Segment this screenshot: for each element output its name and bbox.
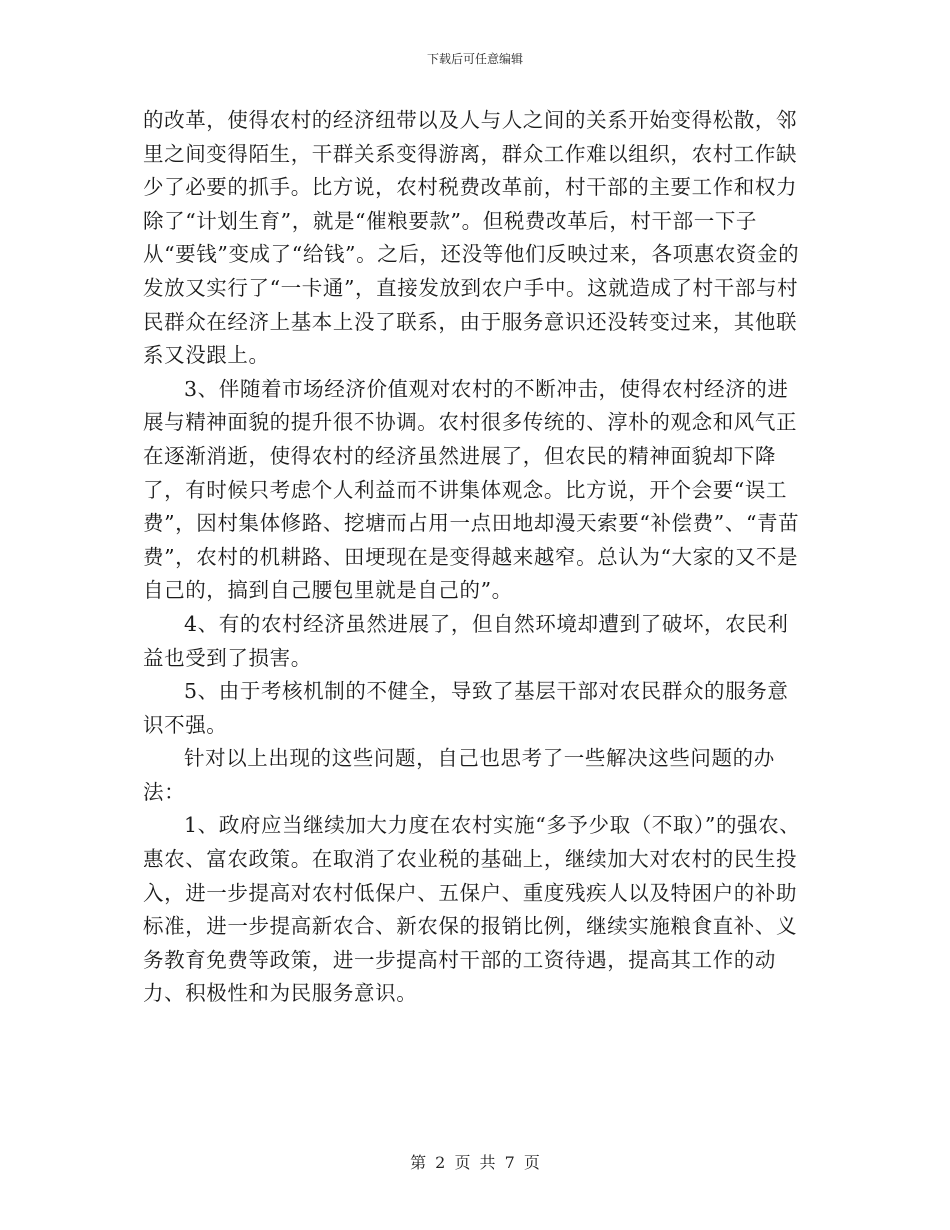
- footer-page-number: 2: [435, 1153, 446, 1172]
- paragraph-solution-1: 1、政府应当继续加大力度在农村实施“多予少取（不取）”的强农、惠农、富农政策。在取消了农业税的基础上，继续加大对农村的民生投入，进一步提高对农村低保户、五保户、重度残疾人以及特困户的补助标准，进一步提高新农合、新农保的报销比例，继续实施粮食直补、义务教育免费等政策，进一步提高村干部的工资待遇，提高其工作的动力、积极性和为民服务意识。: [143, 813, 801, 1006]
- paragraph-point-4: 4、有的农村经济虽然进展了，但自然环境却遭到了破坏，农民利益也受到了损害。: [143, 611, 789, 670]
- paragraph-point-3: 3、伴随着市场经济价值观对农村的不断冲击，使得农村经济的进展与精神面貌的提升很不协调。农村很多传统的、淳朴的观念和风气正在逐渐消逝，使得农村的经济虽然进展了，但农民的精神面貌却下降了，有时候只考虑个人利益而不讲集体观念。比方说，开个会要“误工费”，因村集体修路、挖塘而占用一点田地却漫天索要“补偿费”、“青苗费”，农村的机耕路、田埂现在是变得越来越窄。总认为“大家的又不是自己的，搞到自己腰包里就是自己的”。: [143, 376, 800, 603]
- footer-prefix: 第: [410, 1153, 427, 1172]
- footer-total-pages: 7: [504, 1153, 515, 1172]
- footer-suffix: 页: [523, 1153, 540, 1172]
- document-body: [143, 104, 807, 1011]
- paragraph-continuation: 的改革，使得农村的经济纽带以及人与人之间的关系开始变得松散，邻里之间变得陌生，干群关系变得游离，群众工作难以组织，农村工作缺少了必要的抓手。比方说，农村税费改革前，村干部的主要工作和权力除了“计划生育”，就是“催粮要款”。但税费改革后，村干部一下子从“要钱”变成了“给钱”。之后，还没等他们反映过来，各项惠农资金的发放又实行了“一卡通”，直接发放到农户手中。这就造成了村干部与村民群众在经济上基本上没了联系，由于服务意识还没转变过来，其他联系又没跟上。: [143, 108, 800, 368]
- paragraph-point-5: 5、由于考核机制的不健全，导致了基层干部对农民群众的服务意识不强。: [143, 679, 789, 737]
- page-header-note: 下载后可任意编辑: [426, 52, 523, 66]
- paragraph-solutions-intro: 针对以上出现的这些问题，自己也思考了一些解决这些问题的办法：: [143, 746, 775, 804]
- footer-mid: 页 共: [454, 1153, 496, 1172]
- page-footer: [0, 1152, 950, 1174]
